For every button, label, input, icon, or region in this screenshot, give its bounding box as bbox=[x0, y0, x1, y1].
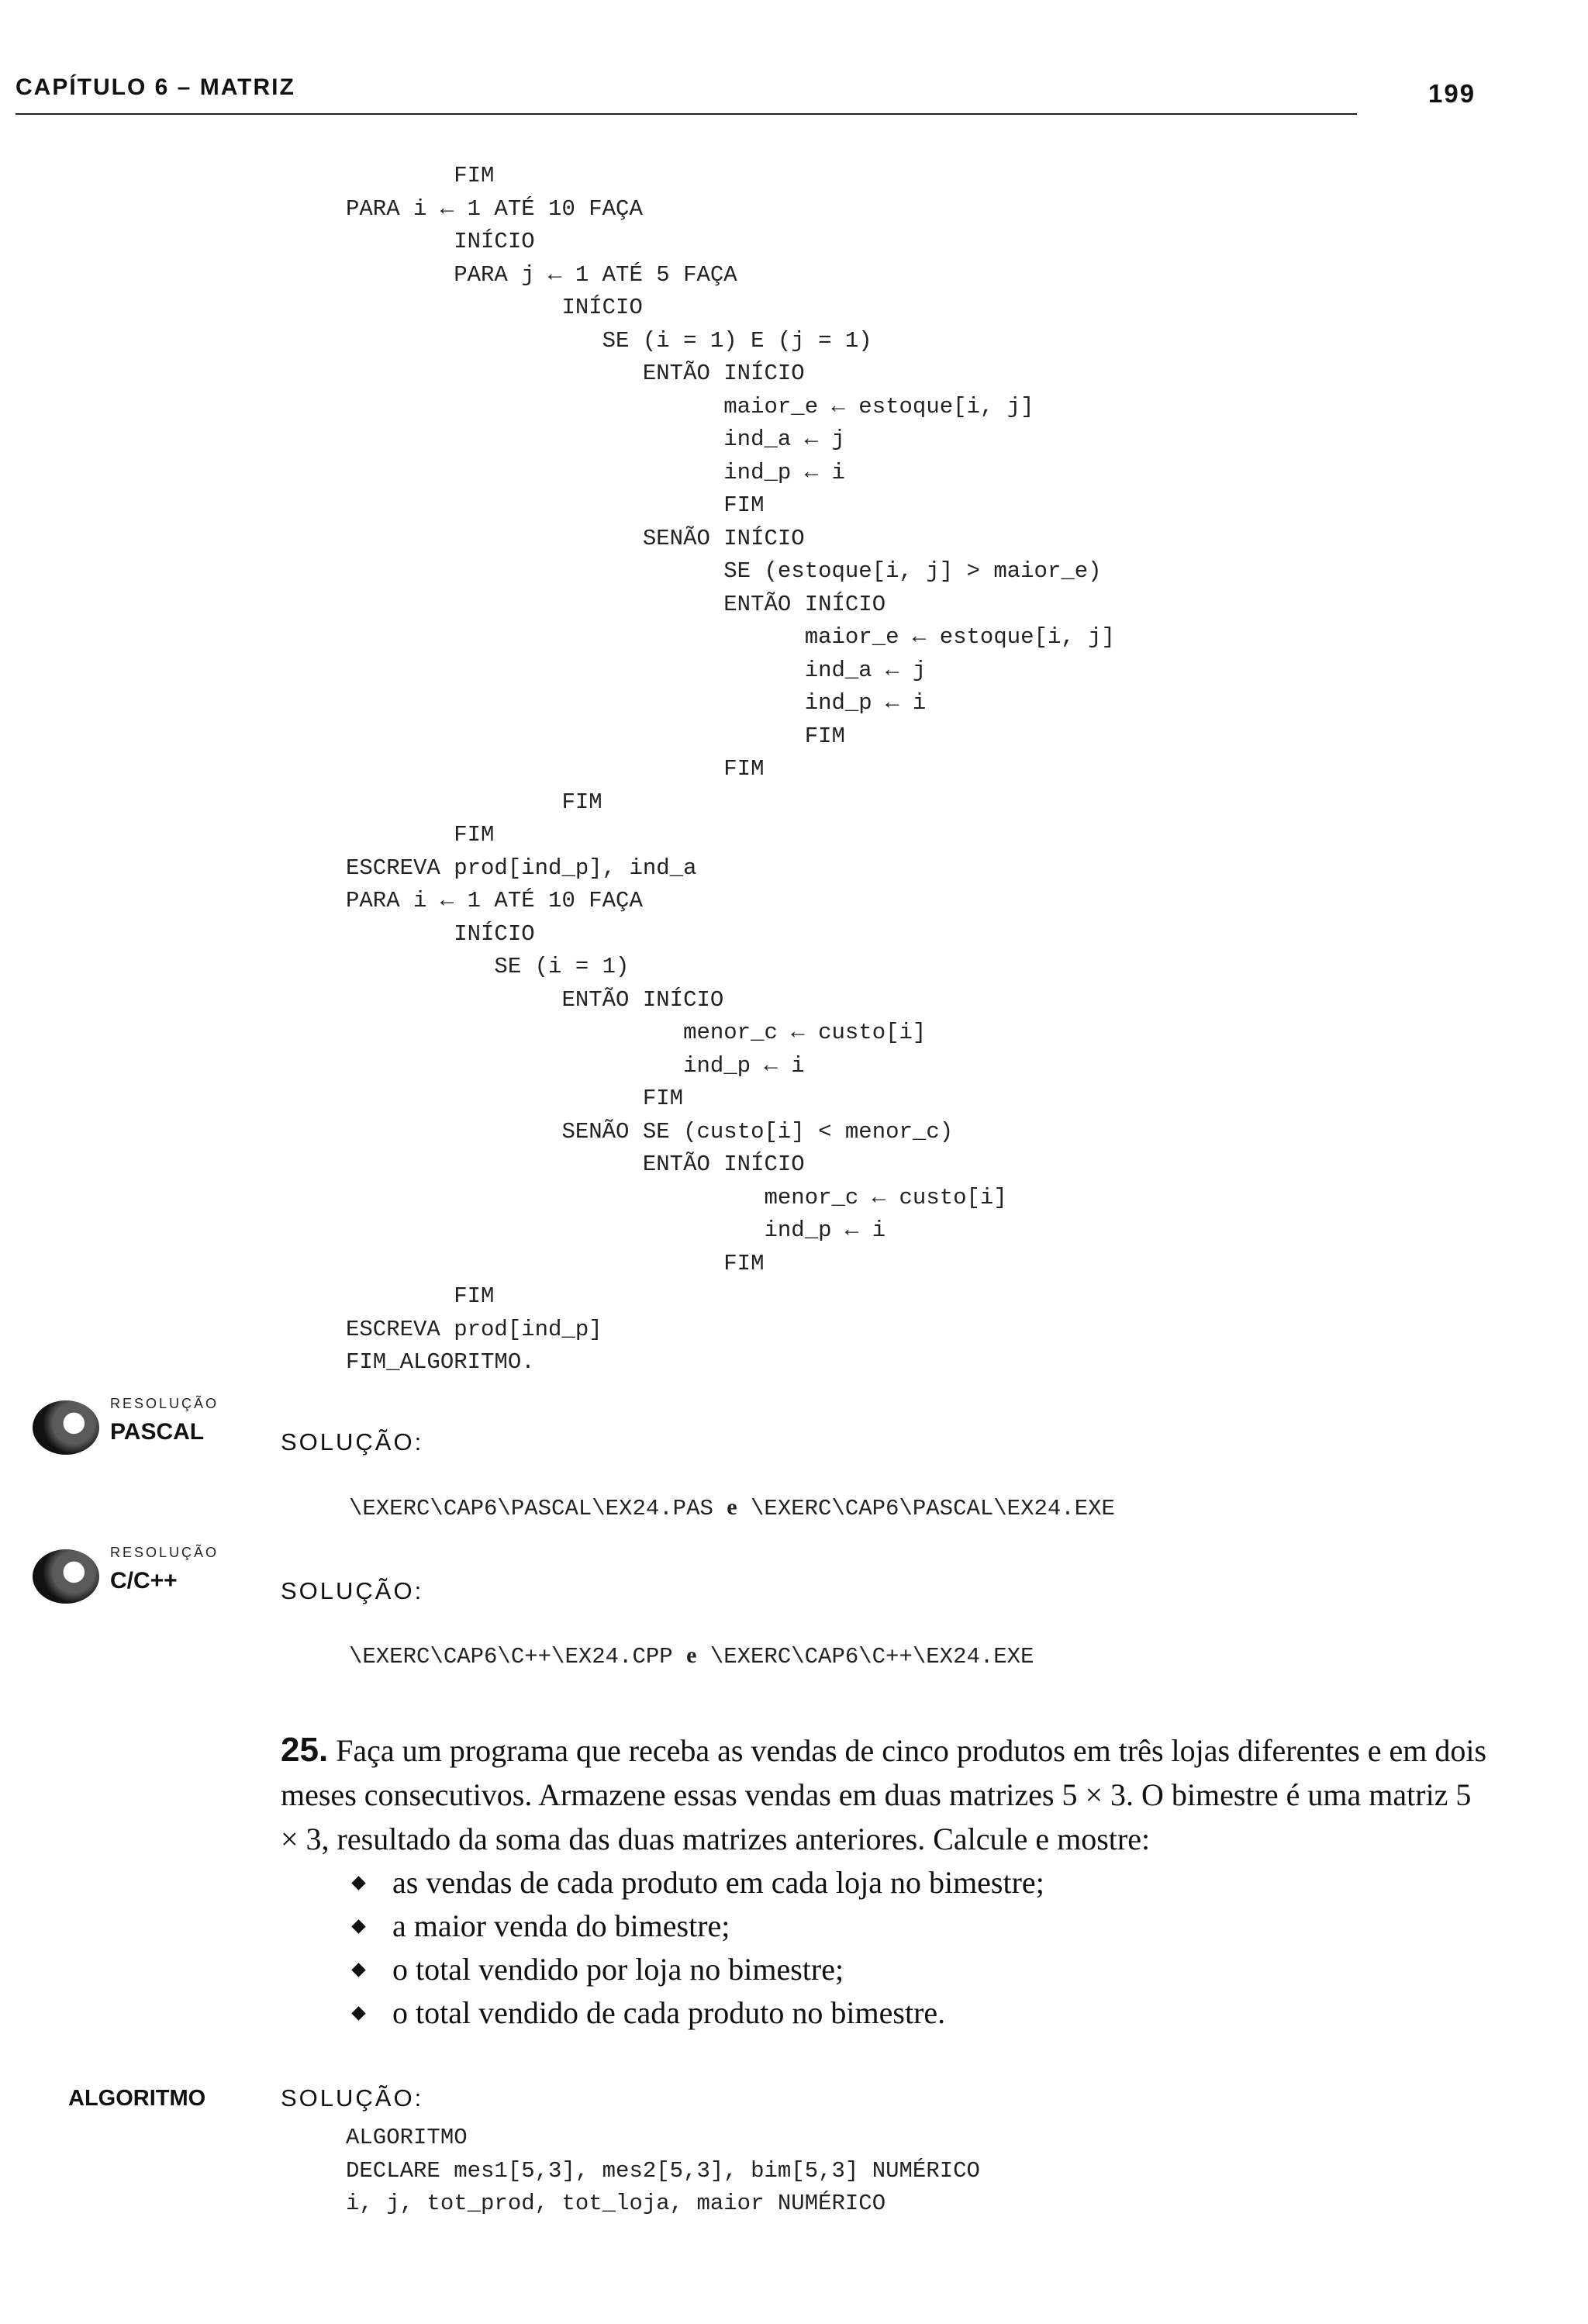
badge-language-label: PASCAL bbox=[110, 1419, 205, 1445]
disc-icon bbox=[33, 1549, 99, 1604]
list-item-text: as vendas de cada produto em cada loja no bimestre; bbox=[392, 1865, 1044, 1900]
cpp-file-paths bbox=[349, 1642, 1034, 1670]
page-header bbox=[16, 74, 1489, 113]
diamond-bullet-icon bbox=[351, 1876, 365, 1890]
badge-language-label: C/C++ bbox=[110, 1568, 178, 1594]
diamond-bullet-icon bbox=[351, 1919, 365, 1933]
algoritmo-badge: ALGORITMO bbox=[68, 2086, 206, 2111]
algorithm-code-block: FIM PARA i ← 1 ATÉ 10 FAÇA INÍCIO PARA j ← 1 ATÉ 5 FAÇA INÍCIO SE (i = 1) E (j = 1) ENTÃO INÍCIO maior_e ← estoque[i, j] ind_a ← j ind_p ← i FIM SENÃO INÍCIO SE (estoque[i, j] > maior_e) ENTÃO INÍCIO maior_e ← estoque[i, j] ind_a ← j ind_p ← i FIM FIM FIM FIM ESCREVA prod[ind_p], ind_a PARA i ← 1 ATÉ 10 FAÇA INÍCIO SE (i = 1) ENTÃO INÍCIO menor_c ← custo[i] ind_p ← i FIM SENÃO SE (custo[i] < menor_c) ENTÃO INÍCIO menor_c ← custo[i] ind_p ← i FIM FIM ESCREVA prod[ind_p] FIM_ALGORITMO. bbox=[346, 163, 1115, 1375]
cpp-exe-file: \EXERC\CAP6\C++\EX24.EXE bbox=[709, 1644, 1034, 1670]
path-connector: e bbox=[686, 1642, 697, 1668]
solution-label-algoritmo: SOLUÇÃO: bbox=[281, 2084, 424, 2112]
list-item bbox=[350, 1948, 1044, 1991]
exercise-number: 25. bbox=[281, 1731, 329, 1769]
pascal-exe-file: \EXERC\CAP6\PASCAL\EX24.EXE bbox=[751, 1496, 1115, 1521]
list-item-text: o total vendido por loja no bimestre; bbox=[392, 1952, 844, 1987]
list-item-text: a maior venda do bimestre; bbox=[392, 1908, 730, 1943]
list-item-text: o total vendido de cada produto no bimestre. bbox=[392, 1995, 946, 2030]
solution-label-pascal: SOLUÇÃO: bbox=[281, 1428, 424, 1456]
badge-small-label: RESOLUÇÃO bbox=[110, 1396, 219, 1411]
list-item bbox=[350, 1991, 1044, 2035]
list-item bbox=[350, 1904, 1044, 1948]
exercise-statement: Faça um programa que receba as vendas de cinco produtos em três lojas diferentes e em dois meses consecutivos. Armazene essas vendas em duas matrizes 5 × 3. O bimestre é uma matriz 5 × 3, resultado da soma das duas matrizes anteriores. Calcule e mostre: bbox=[281, 1733, 1487, 1856]
algorithm-code-block-2: ALGORITMO DECLARE mes1[5,3], mes2[5,3], bim[5,3] NUMÉRICO i, j, tot_prod, tot_loja, maior NUMÉRICO bbox=[346, 2125, 980, 2216]
pascal-source-file: \EXERC\CAP6\PASCAL\EX24.PAS bbox=[349, 1496, 713, 1521]
chapter-title: CAPÍTULO 6 – MATRIZ bbox=[16, 74, 295, 100]
exercise-bullet-list bbox=[350, 1861, 1044, 2035]
badge-small-label: RESOLUÇÃO bbox=[110, 1545, 219, 1560]
cpp-source-file: \EXERC\CAP6\C++\EX24.CPP bbox=[349, 1644, 673, 1670]
exercise-25 bbox=[281, 1728, 1494, 1861]
diamond-bullet-icon bbox=[351, 1963, 365, 1977]
diamond-bullet-icon bbox=[351, 2006, 365, 2020]
page-number: 199 bbox=[1428, 79, 1476, 108]
pascal-file-paths bbox=[349, 1494, 1115, 1521]
solution-label-cpp: SOLUÇÃO: bbox=[281, 1577, 424, 1604]
header-rule bbox=[16, 113, 1357, 115]
path-connector: e bbox=[727, 1494, 737, 1520]
disc-icon bbox=[33, 1400, 99, 1455]
list-item bbox=[350, 1861, 1044, 1904]
